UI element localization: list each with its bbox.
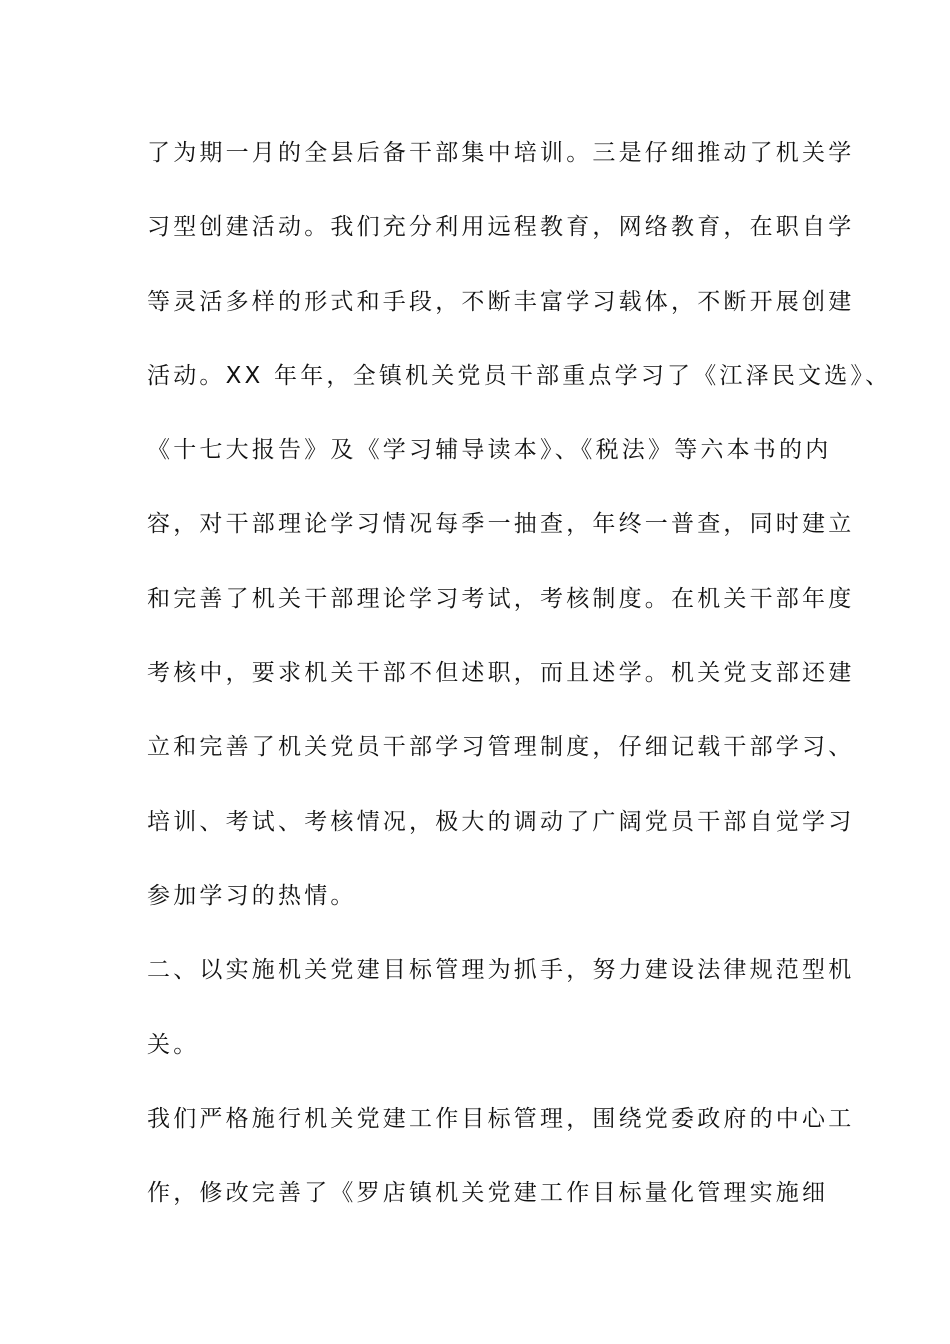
text-line: 和完善了机关干部理论学习考试，考核制度。在机关干部年度 (147, 585, 855, 612)
text-line: 立和完善了机关党员干部学习管理制度，仔细记载干部学习、 (147, 734, 855, 761)
text-line: 参加学习的热情。 (147, 882, 357, 909)
text-line: 作，修改完善了《罗店镇机关党建工作目标量化管理实施细 (147, 1180, 829, 1207)
body-text (147, 131, 892, 1245)
text-line: 考核中，要求机关干部不但述职，而且述学。机关党支部还建 (147, 660, 855, 687)
text-line: 了为期一月的全县后备干部集中培训。三是仔细推动了机关学 (147, 140, 855, 166)
text-line: 习型创建活动。我们充分利用远程教育，网络教育，在职自学 (147, 214, 855, 241)
text-line: 等灵活多样的形式和手段，不断丰富学习载体，不断开展创建 (147, 288, 855, 315)
section-heading-line: 二、以实施机关党建目标管理为抓手，努力建设法律规范型机 (147, 957, 855, 984)
text-line: 活动。XX 年年，全镇机关党员干部重点学习了《江泽民文选》、 (147, 362, 892, 389)
text-line: 《十七大报告》及《学习辅导读本》、《税法》等六本书的内 (147, 437, 832, 464)
text-line: 我们严格施行机关党建工作目标管理，围绕党委政府的中心工 (147, 1105, 855, 1132)
text-line: 培训、考试、考核情况，极大的调动了广阔党员干部自觉学习 (147, 808, 855, 835)
section-heading-line: 关。 (147, 1031, 200, 1058)
text-line: 容，对干部理论学习情况每季一抽查，年终一普查，同时建立 (147, 511, 855, 538)
